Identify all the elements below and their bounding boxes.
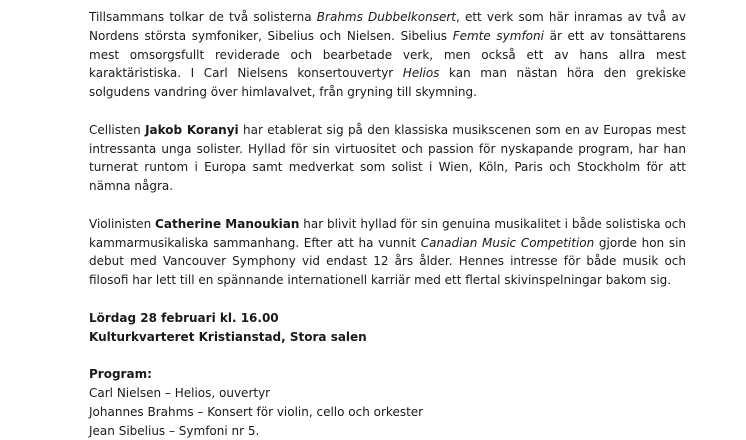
program-item: Carl Nielsen – Helios, ouvertyr — [89, 385, 271, 400]
cellist-text-1: Cellisten — [89, 122, 146, 137]
cellist-text-2: har etablerat sig på den klassiska musikscenen som en av Europas mest intressanta unga solister. Hyllad för sin virtuositet och passion för nyskapande program, har han turnerat runtom i Europa samt medverkat som solist i Wien, Köln, Paris och Stockholm för att nämna några. — [89, 122, 686, 194]
intro-work-sibelius: Femte symfoni — [452, 28, 544, 43]
program-item: Johannes Brahms – Konsert för violin, cello och orkester — [89, 404, 424, 419]
intro-work-helios: Helios — [402, 66, 440, 81]
program-item: Jean Sibelius – Symfoni nr 5. — [89, 423, 260, 438]
intro-work-brahms: Brahms Dubbelkonsert — [316, 10, 456, 24]
program-heading: Program: — [89, 367, 152, 382]
violinist-competition: Canadian Music Competition — [420, 235, 595, 250]
program-section — [89, 365, 686, 440]
paragraph-cellist — [89, 121, 686, 196]
paragraph-violinist — [89, 215, 686, 290]
press-release-body — [89, 8, 686, 440]
intro-text-1: Tillsammans tolkar de två solisterna — [89, 10, 317, 24]
intro-text-4: kan man nästan höra den grekiske solgudens vandring över himlavalvet, från gryning till skymning. — [89, 66, 686, 100]
violinist-text-1: Violinisten — [89, 216, 156, 231]
violinist-text-2: har blivit hyllad för sin genuina musikalitet i både solistiska och kammarmusikaliska sammanhang. Efter att ha vunnit — [89, 216, 686, 250]
intro-text-3: är ett av tonsättarens mest omsorgsfullt reviderade och bearbetade verk, men också ett av hans allra mest karaktäristiska. I Carl Nielsens konsertouvertyr — [89, 28, 686, 81]
violinist-text-3: gjorde hon sin debut med Vancouver Symphony vid endast 12 års ålder. Hennes intresse för både musik och filosofi har lett till en spännande internationell karriär med ett flertal skivinspelningar bakom sig. — [89, 235, 687, 288]
event-info — [89, 309, 686, 347]
intro-text-2: , ett verk som här inramas av två av Nordens största symfoniker, Sibelius och Nielsen. Sibelius — [89, 10, 686, 43]
event-date: Lördag 28 februari kl. 16.00 — [89, 310, 279, 325]
cellist-name: Jakob Koranyi — [145, 122, 239, 137]
violinist-name: Catherine Manoukian — [155, 216, 300, 231]
event-venue: Kulturkvarteret Kristianstad, Stora salen — [89, 329, 367, 344]
paragraph-intro — [89, 8, 686, 102]
